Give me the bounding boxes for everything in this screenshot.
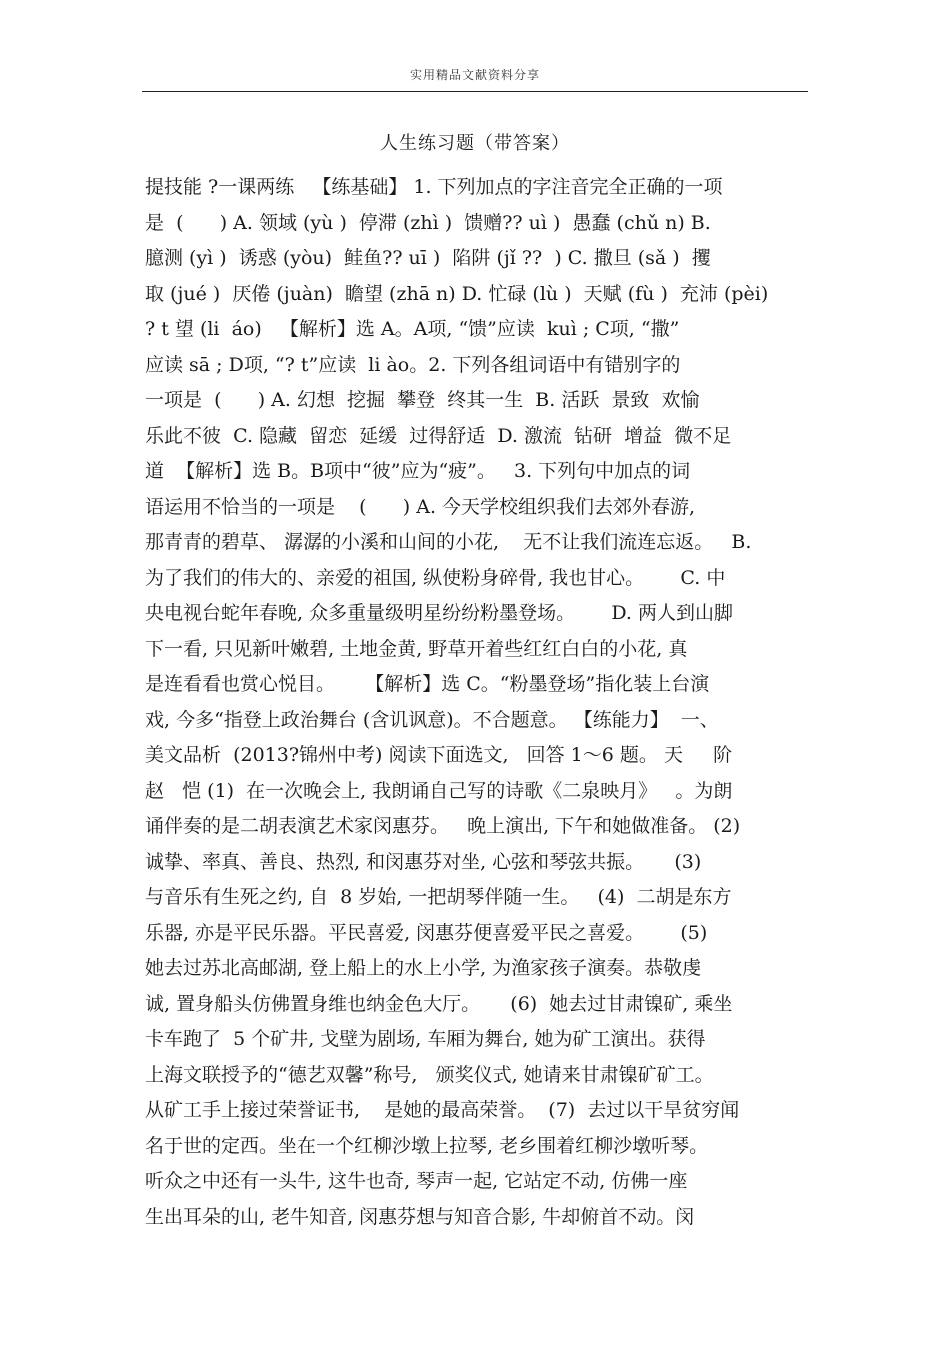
body-line: 应读 sā ; D项, “? t”应读 li ào。2. 下列各组词语中有错别字的 — [145, 353, 681, 376]
body-line: 与音乐有生死之约, 自 8 岁始, 一把胡琴伴随一生。 (4) 二胡是东方 — [145, 886, 732, 908]
body-line: 她去过苏北高邮湖, 登上船上的水上小学, 为渔家孩子演奏。恭敬虔 — [145, 957, 702, 979]
body-line: ? t 望 (li áo) 【解析】选 A。A项, “馈”应读 kuì ; C项, “撒” — [145, 318, 680, 340]
body-line: 卡车跑了 5 个矿井, 戈壁为剧场, 车厢为舞台, 她为矿工演出。获得 — [145, 1028, 706, 1050]
body-line: 乐器, 亦是平民乐器。平民喜爱, 闵惠芬便喜爱平民之喜爱。 (5) — [145, 921, 708, 944]
body-line: 生出耳朵的山, 老牛知音, 闵惠芬想与知音合影, 牛却俯首不动。闵 — [145, 1205, 695, 1228]
body-line: 从矿工手上接过荣誉证书, 是她的最高荣誉。 (7) 去过以干旱贫穷闻 — [145, 1099, 740, 1121]
body-line: 上海文联授予的“德艺双馨”称号, 颁奖仪式, 她请来甘肃镍矿矿工。 — [145, 1063, 714, 1086]
body-line: 美文品析 (2013?锦州中考) 阅读下面选文, 回答 1～6 题。 天 阶 — [145, 744, 733, 766]
body-line: 那青青的碧草、 潺潺的小溪和山间的小花, 无不让我们流连忘返。 B. — [145, 531, 752, 553]
body-line: 臆测 (yì ) 诱惑 (yòu) 鲑鱼?? uī ) 陷阱 (jǐ ?? ) C. 撒旦 (sǎ ) 攫 — [145, 247, 711, 269]
body-line: 下一看, 只见新叶嫩碧, 土地金黄, 野草开着些红红白白的小花, 真 — [145, 637, 688, 660]
page-header: 实用精品文献资料分享 — [409, 68, 540, 82]
body-line: 诚, 置身船头仿佛置身维也纳金色大厅。 (6) 她去过甘肃镍矿, 乘坐 — [145, 992, 733, 1015]
document-body — [145, 170, 845, 1235]
body-line: 戏, 今多“指登上政治舞台 (含讥讽意)。不合题意。 【练能力】 一、 — [145, 708, 719, 731]
document-title: 人生练习题（带答案） — [380, 133, 570, 154]
body-line: 取 (jué ) 厌倦 (juàn) 瞻望 (zhā n) D. 忙碌 (lù ) 天赋 (fù ) 充沛 (pèi) — [145, 282, 769, 305]
body-line: 诚挚、率真、善良、热烈, 和闵惠芬对坐, 心弦和琴弦共振。 (3) — [145, 850, 702, 873]
body-line: 道 【解析】选 B。B项中“彼”应为“疲”。 3. 下列句中加点的词 — [145, 460, 691, 482]
body-line: 名于世的定西。坐在一个红柳沙墩上拉琴, 老乡围着红柳沙墩听琴。 — [145, 1134, 709, 1157]
body-line: 乐此不彼 C. 隐藏 留恋 延缓 过得舒适 D. 激流 钻研 增益 微不足 — [145, 424, 732, 447]
body-line: 为了我们的伟大的、亲爱的祖国, 纵使粉身碎骨, 我也甘心。 C. 中 — [145, 566, 726, 589]
body-line: 听众之中还有一头牛, 这牛也奇, 琴声一起, 它站定不动, 仿佛一座 — [145, 1170, 688, 1192]
body-line: 一项是 ( ) A. 幻想 挖掘 攀登 终其一生 B. 活跃 景致 欢愉 — [145, 389, 700, 411]
body-line: 提技能 ?一课两练 【练基础】 1. 下列加点的字注音完全正确的一项 — [145, 176, 723, 198]
body-line: 是 ( ) A. 领域 (yù ) 停滞 (zhì ) 馈赠?? uì ) 愚蠢 (chǔ n) B. — [145, 211, 711, 234]
body-line: 诵伴奏的是二胡表演艺术家闵惠芬。 晚上演出, 下午和她做准备。 (2) — [145, 815, 741, 837]
body-line: 是连看看也赏心悦目。 【解析】选 C。“粉墨登场”指化装上台演 — [145, 673, 710, 695]
body-line: 语运用不恰当的一项是 ( ) A. 今天学校组织我们去郊外春游, — [145, 495, 696, 518]
body-line: 赵 恺 (1) 在一次晚会上, 我朗诵自己写的诗歌《二泉映月》 。为朗 — [145, 779, 733, 802]
header-divider — [142, 91, 808, 92]
body-line: 央电视台蛇年春晚, 众多重量级明星纷纷粉墨登场。 D. 两人到山脚 — [145, 602, 733, 624]
